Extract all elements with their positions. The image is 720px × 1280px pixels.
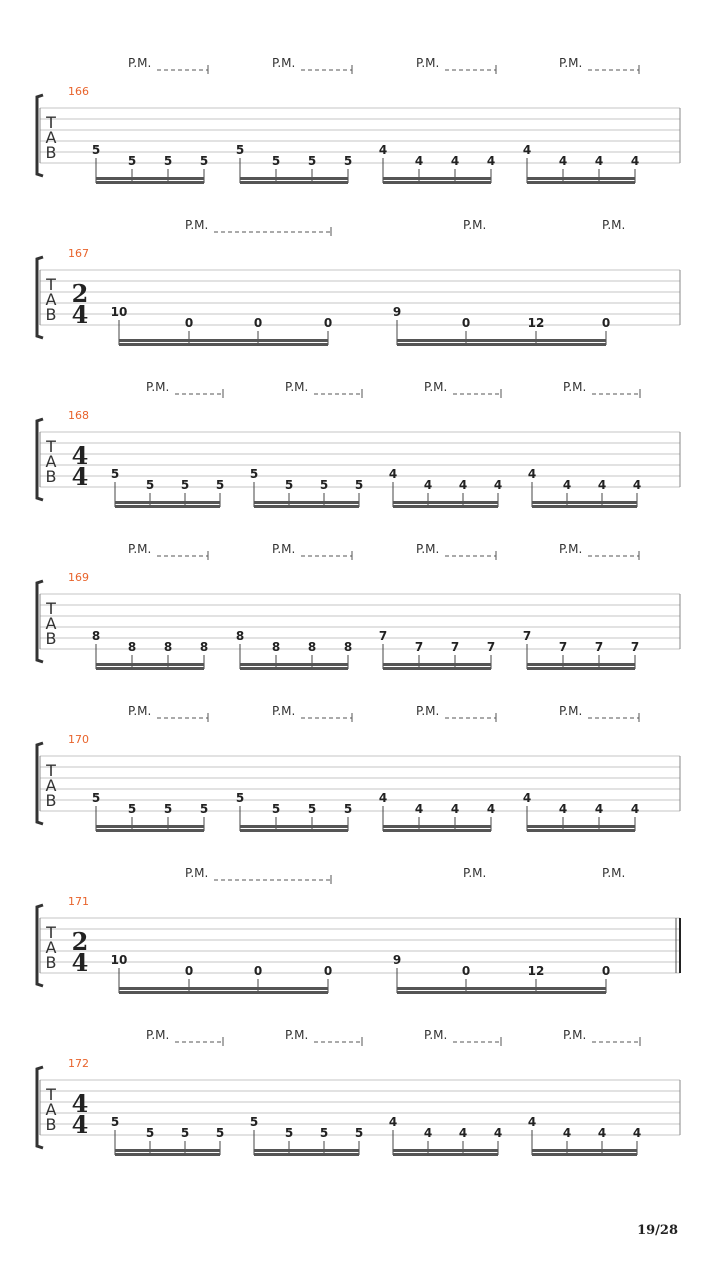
- fret-number: 0: [253, 316, 263, 330]
- fret-number: 4: [486, 802, 496, 816]
- page-number-text: 19/28: [637, 1223, 678, 1238]
- tab-clef-letter: T: [46, 599, 56, 618]
- fret-number: 4: [594, 802, 604, 816]
- fret-number: 4: [597, 1126, 607, 1140]
- beam-secondary: [527, 829, 635, 832]
- beam-primary: [96, 663, 204, 666]
- beam-primary: [393, 501, 498, 504]
- palm-mute-label: P.M.: [602, 218, 626, 232]
- time-signature-bottom: 4: [71, 1110, 89, 1139]
- palm-mute-label: P.M.: [128, 56, 152, 70]
- fret-number: 4: [630, 802, 640, 816]
- measure-number: 172: [68, 1057, 89, 1070]
- tab-clef-letter: B: [45, 143, 57, 162]
- fret-number: 4: [450, 154, 460, 168]
- beam-primary: [115, 501, 220, 504]
- fret-number: 4: [527, 467, 537, 481]
- fret-number: 7: [414, 640, 424, 654]
- fret-number: 5: [343, 802, 353, 816]
- beam-secondary: [383, 829, 491, 832]
- fret-number: 8: [235, 629, 245, 643]
- fret-number: 5: [249, 467, 259, 481]
- fret-number: 5: [307, 802, 317, 816]
- beam-primary: [240, 663, 348, 666]
- fret-number: 0: [323, 316, 333, 330]
- tab-system-170: [37, 704, 680, 832]
- beam-secondary: [532, 1153, 637, 1156]
- tab-clef-letter: B: [45, 467, 57, 486]
- fret-number: 5: [163, 802, 173, 816]
- fret-number: 8: [163, 640, 173, 654]
- fret-number: 4: [527, 1115, 537, 1129]
- palm-mute-label: P.M.: [559, 56, 583, 70]
- fret-number: 5: [343, 154, 353, 168]
- beam-secondary: [532, 505, 637, 508]
- beam-secondary: [240, 181, 348, 184]
- fret-number: 5: [235, 143, 245, 157]
- fret-number: 8: [307, 640, 317, 654]
- fret-number: 7: [486, 640, 496, 654]
- fret-number: 0: [184, 316, 194, 330]
- fret-number: 5: [110, 467, 120, 481]
- beam-secondary: [115, 1153, 220, 1156]
- fret-number: 4: [458, 1126, 468, 1140]
- tab-clef-letter: T: [46, 761, 56, 780]
- fret-number: 5: [284, 478, 294, 492]
- fret-number: 4: [630, 154, 640, 168]
- tab-system-167: [37, 218, 680, 346]
- beam-secondary: [393, 505, 498, 508]
- time-signature-top: 2: [71, 927, 89, 956]
- beam-secondary: [96, 667, 204, 670]
- beam-secondary: [119, 991, 328, 994]
- fret-number: 8: [199, 640, 209, 654]
- palm-mute-label: P.M.: [602, 866, 626, 880]
- beam-primary: [383, 663, 491, 666]
- palm-mute-label: P.M.: [563, 1028, 587, 1042]
- palm-mute-label: P.M.: [424, 1028, 448, 1042]
- palm-mute-label: P.M.: [185, 866, 209, 880]
- palm-mute-label: P.M.: [416, 542, 440, 556]
- fret-number: 4: [522, 143, 532, 157]
- fret-number: 7: [558, 640, 568, 654]
- beam-secondary: [115, 505, 220, 508]
- fret-number: 4: [632, 1126, 642, 1140]
- beam-secondary: [397, 991, 606, 994]
- beam-primary: [532, 1149, 637, 1152]
- fret-number: 5: [271, 154, 281, 168]
- palm-mute-label: P.M.: [559, 542, 583, 556]
- fret-number: 9: [392, 305, 402, 319]
- palm-mute-label: P.M.: [559, 704, 583, 718]
- tab-system-172: [37, 1028, 680, 1156]
- fret-number: 4: [486, 154, 496, 168]
- fret-number: 7: [630, 640, 640, 654]
- fret-number: 0: [601, 316, 611, 330]
- fret-number: 5: [354, 478, 364, 492]
- fret-number: 4: [562, 1126, 572, 1140]
- beam-primary: [527, 663, 635, 666]
- beam-primary: [393, 1149, 498, 1152]
- palm-mute-label: P.M.: [285, 1028, 309, 1042]
- measure-number: 169: [68, 571, 89, 584]
- fret-number: 5: [354, 1126, 364, 1140]
- palm-mute-label: P.M.: [416, 56, 440, 70]
- fret-number: 4: [378, 143, 388, 157]
- fret-number: 4: [594, 154, 604, 168]
- fret-number: 12: [527, 316, 545, 330]
- beam-primary: [254, 1149, 359, 1152]
- fret-number: 8: [91, 629, 101, 643]
- fret-number: 4: [493, 478, 503, 492]
- beam-secondary: [96, 181, 204, 184]
- beam-primary: [115, 1149, 220, 1152]
- fret-number: 5: [145, 1126, 155, 1140]
- beam-primary: [119, 987, 328, 990]
- beam-primary: [96, 825, 204, 828]
- palm-mute-label: P.M.: [563, 380, 587, 394]
- fret-number: 10: [110, 305, 128, 319]
- fret-number: 4: [493, 1126, 503, 1140]
- tab-clef-letter: T: [46, 275, 56, 294]
- fret-number: 5: [235, 791, 245, 805]
- fret-number: 5: [319, 478, 329, 492]
- fret-number: 5: [199, 802, 209, 816]
- beam-primary: [383, 177, 491, 180]
- beam-primary: [96, 177, 204, 180]
- palm-mute-label: P.M.: [146, 1028, 170, 1042]
- fret-number: 0: [184, 964, 194, 978]
- tab-system-169: [37, 542, 680, 670]
- fret-number: 5: [110, 1115, 120, 1129]
- palm-mute-label: P.M.: [185, 218, 209, 232]
- fret-number: 0: [601, 964, 611, 978]
- tab-clef-letter: B: [45, 791, 57, 810]
- fret-number: 0: [323, 964, 333, 978]
- time-signature-bottom: 4: [71, 300, 89, 329]
- tab-clef-letter: T: [46, 923, 56, 942]
- fret-number: 4: [388, 1115, 398, 1129]
- palm-mute-label: P.M.: [128, 704, 152, 718]
- fret-number: 5: [271, 802, 281, 816]
- beam-primary: [254, 501, 359, 504]
- tab-clef-letter: A: [45, 452, 57, 471]
- beam-primary: [527, 177, 635, 180]
- fret-number: 4: [388, 467, 398, 481]
- fret-number: 5: [91, 791, 101, 805]
- tab-clef-letter: B: [45, 953, 57, 972]
- fret-number: 5: [163, 154, 173, 168]
- fret-number: 4: [632, 478, 642, 492]
- fret-number: 4: [423, 478, 433, 492]
- tab-clef-letter: A: [45, 1100, 57, 1119]
- beam-primary: [383, 825, 491, 828]
- beam-primary: [240, 177, 348, 180]
- fret-number: 8: [271, 640, 281, 654]
- tab-clef-letter: A: [45, 128, 57, 147]
- tab-clef-letter: A: [45, 938, 57, 957]
- fret-number: 4: [378, 791, 388, 805]
- tab-clef-letter: A: [45, 290, 57, 309]
- fret-number: 8: [343, 640, 353, 654]
- palm-mute-label: P.M.: [128, 542, 152, 556]
- beam-secondary: [96, 829, 204, 832]
- time-signature-top: 4: [71, 441, 89, 470]
- fret-number: 5: [215, 478, 225, 492]
- fret-number: 7: [450, 640, 460, 654]
- beam-primary: [527, 825, 635, 828]
- fret-number: 5: [215, 1126, 225, 1140]
- fret-number: 9: [392, 953, 402, 967]
- beam-secondary: [383, 181, 491, 184]
- beam-primary: [397, 987, 606, 990]
- beam-primary: [240, 825, 348, 828]
- fret-number: 7: [594, 640, 604, 654]
- fret-number: 5: [180, 1126, 190, 1140]
- measure-number: 168: [68, 409, 89, 422]
- beam-secondary: [254, 505, 359, 508]
- beam-primary: [397, 339, 606, 342]
- palm-mute-label: P.M.: [272, 704, 296, 718]
- fret-number: 12: [527, 964, 545, 978]
- fret-number: 4: [450, 802, 460, 816]
- fret-number: 5: [307, 154, 317, 168]
- beam-primary: [532, 501, 637, 504]
- fret-number: 5: [91, 143, 101, 157]
- fret-number: 5: [284, 1126, 294, 1140]
- tab-clef-letter: B: [45, 629, 57, 648]
- fret-number: 4: [414, 802, 424, 816]
- palm-mute-label: P.M.: [272, 542, 296, 556]
- fret-number: 4: [522, 791, 532, 805]
- palm-mute-label: P.M.: [285, 380, 309, 394]
- fret-number: 7: [378, 629, 388, 643]
- tab-system-171: [37, 866, 680, 994]
- time-signature-bottom: 4: [71, 462, 89, 491]
- fret-number: 4: [458, 478, 468, 492]
- tab-system-168: [37, 380, 680, 508]
- fret-number: 5: [127, 802, 137, 816]
- time-signature-top: 2: [71, 279, 89, 308]
- tab-clef-letter: B: [45, 305, 57, 324]
- fret-number: 10: [110, 953, 128, 967]
- fret-number: 4: [558, 154, 568, 168]
- beam-secondary: [527, 181, 635, 184]
- beam-secondary: [240, 829, 348, 832]
- tab-system-166: [37, 56, 680, 184]
- fret-number: 4: [414, 154, 424, 168]
- palm-mute-label: P.M.: [424, 380, 448, 394]
- fret-number: 5: [199, 154, 209, 168]
- palm-mute-label: P.M.: [463, 866, 487, 880]
- beam-secondary: [240, 667, 348, 670]
- time-signature-top: 4: [71, 1089, 89, 1118]
- measure-number: 171: [68, 895, 89, 908]
- tab-clef-letter: T: [46, 1085, 56, 1104]
- fret-number: 7: [522, 629, 532, 643]
- palm-mute-label: P.M.: [416, 704, 440, 718]
- fret-number: 5: [249, 1115, 259, 1129]
- tab-clef-letter: A: [45, 614, 57, 633]
- palm-mute-label: P.M.: [463, 218, 487, 232]
- palm-mute-label: P.M.: [146, 380, 170, 394]
- measure-number: 167: [68, 247, 89, 260]
- fret-number: 0: [461, 964, 471, 978]
- beam-secondary: [397, 343, 606, 346]
- fret-number: 8: [127, 640, 137, 654]
- tab-clef-letter: A: [45, 776, 57, 795]
- fret-number: 5: [145, 478, 155, 492]
- beam-secondary: [527, 667, 635, 670]
- beam-secondary: [254, 1153, 359, 1156]
- tab-clef-letter: T: [46, 437, 56, 456]
- beam-secondary: [383, 667, 491, 670]
- fret-number: 5: [180, 478, 190, 492]
- fret-number: 4: [562, 478, 572, 492]
- fret-number: 0: [253, 964, 263, 978]
- tab-clef-letter: B: [45, 1115, 57, 1134]
- fret-number: 4: [597, 478, 607, 492]
- fret-number: 0: [461, 316, 471, 330]
- fret-number: 5: [127, 154, 137, 168]
- measure-number: 170: [68, 733, 89, 746]
- fret-number: 5: [319, 1126, 329, 1140]
- beam-secondary: [393, 1153, 498, 1156]
- beam-secondary: [119, 343, 328, 346]
- beam-primary: [119, 339, 328, 342]
- palm-mute-label: P.M.: [272, 56, 296, 70]
- tab-clef-letter: T: [46, 113, 56, 132]
- measure-number: 166: [68, 85, 89, 98]
- fret-number: 4: [423, 1126, 433, 1140]
- time-signature-bottom: 4: [71, 948, 89, 977]
- fret-number: 4: [558, 802, 568, 816]
